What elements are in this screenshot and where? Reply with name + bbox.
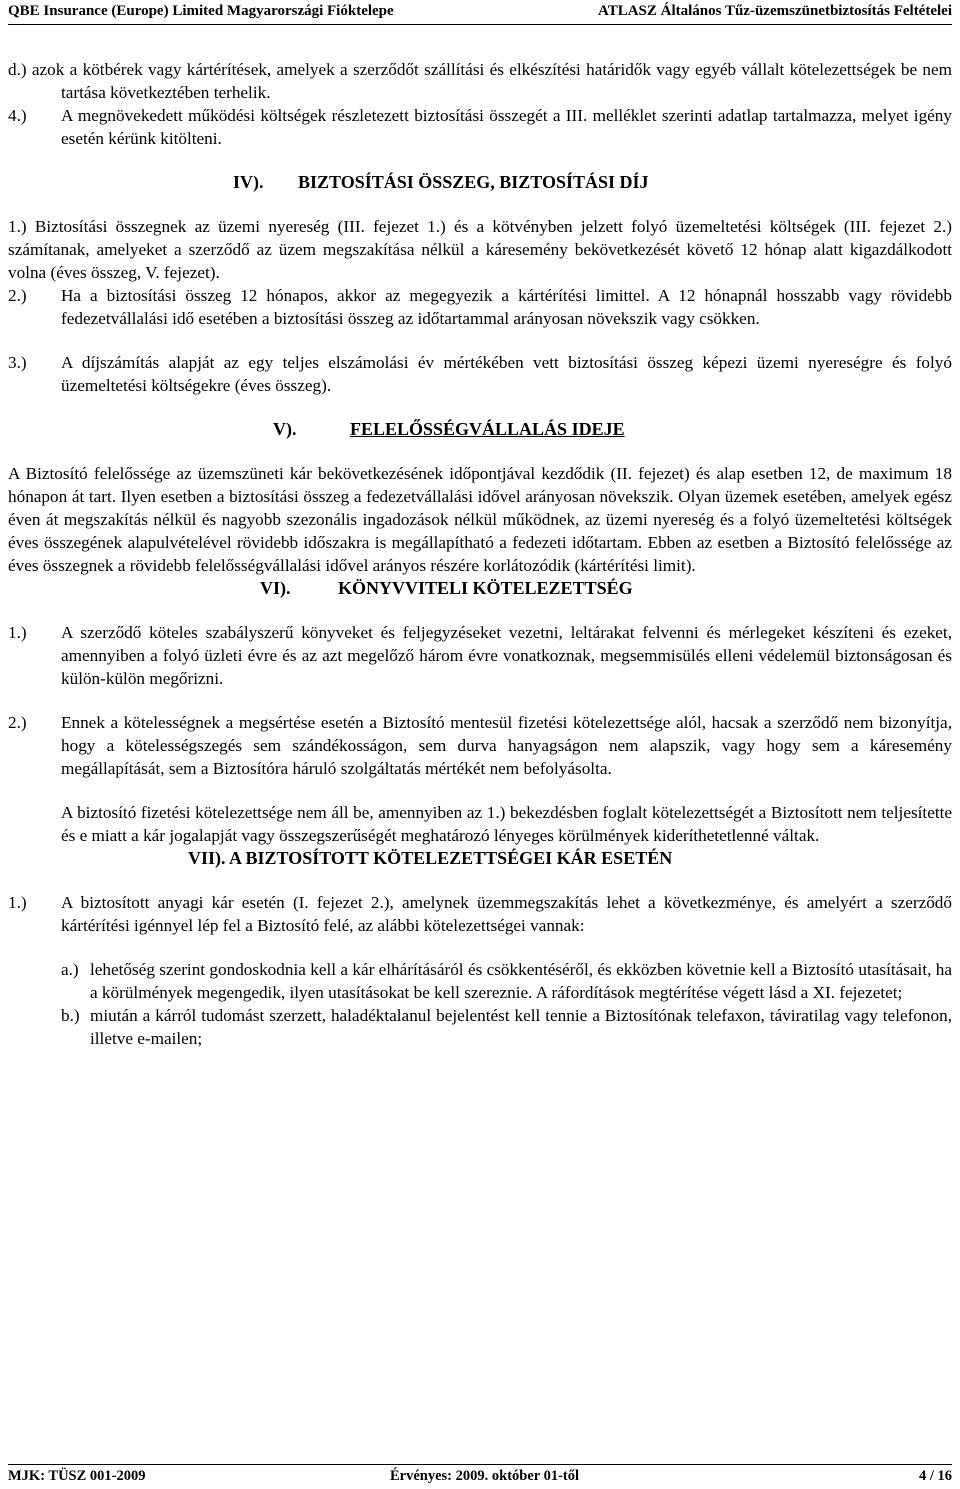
list-item-text: A díjszámítás alapját az egy teljes elszámolási év mértékében vett biztosítási összeg képezi üzemi nyereségre és folyó üzemeltetési költségekre (éves összeg). xyxy=(61,353,952,395)
list-item-number: 2.) xyxy=(8,286,27,305)
paragraph-vi-extra: A biztosító fizetési kötelezettsége nem áll be, amennyiben az 1.) bekezdésben foglalt kötelezettségét a Biztosított nem teljesítette és e miatt a kár jogalapját vagy összegszerűségét meghatározó lényeges körülmények kideríthetetlenné váltak. xyxy=(61,803,952,845)
paragraph-iv-1: 1.) Biztosítási összegnek az üzemi nyereség (III. fejezet 1.) és a kötvényben jelzett folyó üzemeltetési költségek (III. fejezet 2.) számítanak, amelyeket a szerződő az üzem megszakítása nélkül a káresemény bekövetkezését követő 12 hónap alatt kigazdálkodott volna (éves összeg, V. fejezet). xyxy=(8,217,952,282)
document-body xyxy=(8,58,952,1050)
list-item-vi-2 xyxy=(8,711,952,780)
header-document-title: ATLASZ Általános Tűz-üzemszünetbiztosítás Feltételei xyxy=(597,3,952,19)
list-item-text: A szerződő köteles szabályszerű könyveket és feljegyzéseket vezetni, leltárakat felvenni és mérlegeket készíteni és ezeket, amennyiben a folyó üzleti évre és az azt megelőző három évre vonatkoznak, megsemmisülés elleni védelemül biztonságosan és külön-külön megőrizni. xyxy=(61,623,952,688)
sub-item-text: miután a kárról tudomást szerzett, haladéktalanul bejelentést kell tennie a Biztosítónak telefaxon, táviratilag vagy telefonon, illetve e-mailen; xyxy=(90,1006,952,1048)
section-number: IV). xyxy=(233,172,264,192)
section-heading-v xyxy=(8,418,952,441)
footer-page-number: 4 / 16 xyxy=(918,1468,952,1484)
sub-item-text: lehetőség szerint gondoskodnia kell a kár elhárításáról és csökkentéséről, és ekközben követnie kell a Biztosító utasításait, ha a körülmények megengedik, ilyen utasításokat be kell szereznie. A ráfordítások megtérítése végett lásd a XI. fejezetet; xyxy=(90,960,952,1002)
section-number: V). xyxy=(273,419,297,439)
section-title: BIZTOSÍTÁSI ÖSSZEG, BIZTOSÍTÁSI DÍJ xyxy=(298,172,649,192)
list-item-number: 4.) xyxy=(8,106,27,125)
list-item-iv-2 xyxy=(8,284,952,330)
page-footer xyxy=(8,1464,952,1487)
header-company: QBE Insurance (Europe) Limited Magyarországi Fióktelepe xyxy=(8,3,394,19)
list-item-text: A megnövekedett működési költségek részletezett biztosítási összegét a III. melléklet szerinti adatlap tartalmazza, melyet igény esetén kérünk kitölteni. xyxy=(61,106,952,148)
list-item-number: 2.) xyxy=(8,713,27,732)
section-title: FELELŐSSÉGVÁLLALÁS IDEJE xyxy=(350,419,625,439)
section-number: VI). xyxy=(260,578,291,598)
sub-item-letter: a.) xyxy=(61,960,79,979)
paragraph-v-1: A Biztosító felelőssége az üzemszüneti kár bekövetkezésének időpontjával kezdődik (II. fejezet) és alap esetben 12, de maximum 18 hónapon át tart. Ilyen esetben a biztosítási összeg a fedezetvállalási idővel arányosan növekszik. Olyan üzemek esetében, amelyek egész éven át megszakítás nélkül és nagyobb szezonális ingadozások nélkül működnek, az üzemi nyereség és a folyó üzemeltetési költségek éves összegének alapulvételével rövidebb időszakra is megállapítható a fedezeti időtartam. Ebben az esetben a Biztosító felelőssége az éves összegnek a rövidebb felelősségvállalási idővel arányos részére korlátozódik (kártérítési limit). xyxy=(8,464,952,575)
list-item-number: 1.) xyxy=(8,623,27,642)
footer-validity-date: Érvényes: 2009. október 01-től xyxy=(390,1468,580,1484)
list-item-number: 1.) xyxy=(8,893,27,912)
section-title: KÖNYVVITELI KÖTELEZETTSÉG xyxy=(338,578,633,598)
sub-item-a xyxy=(8,958,952,1004)
list-item-text: Ha a biztosítási összeg 12 hónapos, akkor az megegyezik a kártérítési limittel. A 12 hónapnál hosszabb vagy rövidebb fedezetvállalási idő esetében a biztosítási összeg az időtartammal arányosan növekszik vagy csökken. xyxy=(61,286,952,328)
section-heading-vii xyxy=(8,847,952,870)
list-item-iv-3 xyxy=(8,351,952,397)
list-item-text: A biztosított anyagi kár esetén (I. fejezet 2.), amelynek üzemmegszakítás lehet a következménye, és amelyért a szerződő kártérítési igénnyel lép fel a Biztosító felé, az alábbi kötelezettségei vannak: xyxy=(61,893,952,935)
section-heading-iv xyxy=(8,171,952,194)
page-header xyxy=(8,0,952,25)
sub-item-letter: b.) xyxy=(61,1006,80,1025)
list-item-vii-1 xyxy=(8,891,952,937)
section-heading-vi xyxy=(8,577,952,600)
list-item-number: 3.) xyxy=(8,353,27,372)
paragraph-d: d.) azok a kötbérek vagy kártérítések, amelyek a szerződőt szállítási és elkészítési határidők vagy egyéb vállalt kötelezettségek be nem tartása következtében terhelik. xyxy=(8,60,952,102)
sub-item-b xyxy=(8,1004,952,1050)
list-item-text: Ennek a kötelességnek a megsértése esetén a Biztosító mentesül fizetési kötelezettsége alól, hacsak a szerződő nem bizonyítja, hogy a kötelességszegés sem szándékosságon, sem durva hanyagságon nem alapszik, vagy hogy sem a káresemény megállapítását, sem a Biztosítóra háruló szolgáltatás mértékét nem befolyásolta. xyxy=(61,713,952,778)
list-item-vi-1 xyxy=(8,621,952,690)
list-item-4 xyxy=(8,104,952,150)
section-title: VII). A BIZTOSÍTOTT KÖTELEZETTSÉGEI KÁR ESETÉN xyxy=(188,848,673,868)
footer-document-code: MJK: TÜSZ 001-2009 xyxy=(8,1468,146,1484)
